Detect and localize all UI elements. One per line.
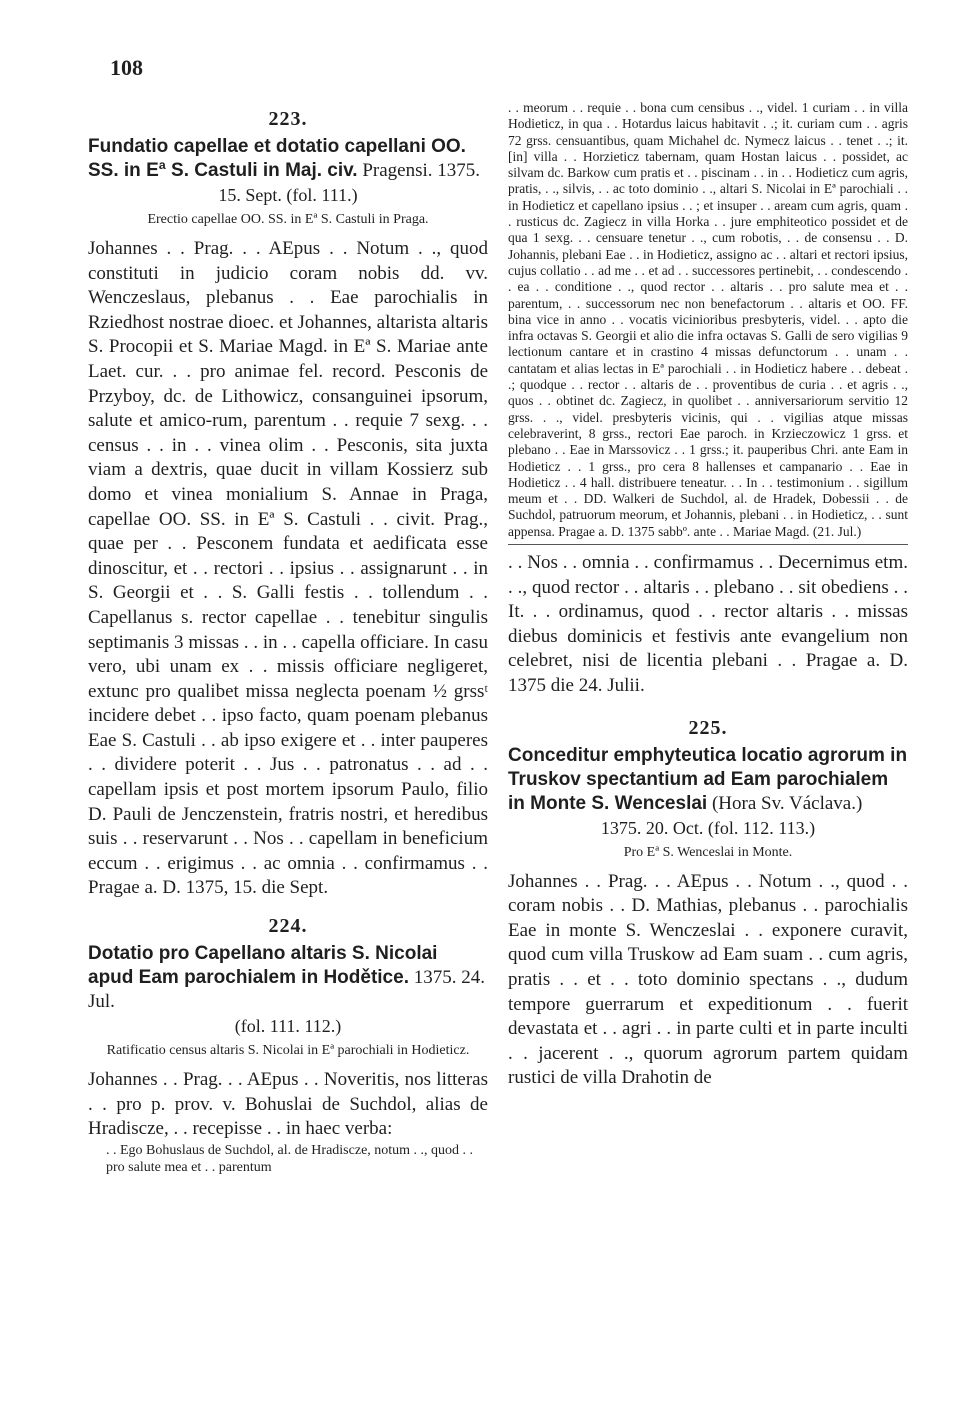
divider-rule [508,544,908,545]
section-title-225-main: Conceditur emphyteutica locatio agrorum in Truskov spectantium ad Eam parochialem in Monte S. Wenceslai [508,744,908,814]
section-date-224: (fol. 111. 112.) [234,1016,342,1037]
section-quote-224: . . Ego Bohuslaus de Suchdol, al. de Hradiscze, notum . ., quod . . pro salute mea et . . parentum [106,1142,474,1175]
section-title-223-main: Fundatio capellae et dotatio capellani OO. SS. in Eª S. Castuli in Maj. civ. [88,136,466,181]
continuation-body-text: . . Nos . . omnia . . confirmamus . . Decernimus etm. . ., quod rector . . altaris . . plebano . . sit obediens . . It. . . ordinamus, quod . . rector altaris . . missas diebus dominicis et festivis ante evangelium non celebret, nisi de licentia plebani . . Pragae a. D. 1375 die 24. Julii. [508,552,908,696]
section-body-225: Johannes . . Prag. . . AEpus . . Notum . ., quod . . coram nobis . . D. Mathias, plebanus . . parochialis Eae in monte S. Wenczeslai . . exponere curavit, quod cum villa Truskow ad Eam suam . . cum agris, pratis . . et . . toto dominio spectans . ., dudum tempore guerrarum et expeditionum . . fuerit devastata et . . agri . . in parte culti et in parte inculti . . jacerent . ., quorum agrorum partem quidam rustici de villa Drahotin de [508,870,908,1089]
section-subtitle-224: Ratificatio census altaris S. Nicolai in Eª parochiali in Hodieticz. [106,1043,470,1059]
section-title-225-rest: (Hora Sv. Václava.) [707,792,863,814]
section-date-223: 15. Sept. (fol. 111.) [218,185,358,205]
section-title-223 [88,135,488,183]
section-title-225 [508,744,908,816]
left-column [88,100,488,1176]
continuation-small-text: . . meorum . . requie . . bona cum censibus . ., videl. 1 curiam . . in villa Hodieticz, in qua . . Hotardus laicus habitavit . .; it. curiam cum . . agris 72 grss. censuantibus, quam Michahel dc. Nymecz laicus . . tenet . .; it. [in] villa . . Horzieticz tabernam, quam Hostan laicus . . possidet, ac silvam dc. Barkow cum pratis et . . piscinam . . in . . Hodieticz cum agris, pratis, . ., silvis, . . ac toto dominio . ., altari S. Nicolai in Eª parochiali . . in Hodieticz et capellano ipsius . . ; et insuper . . aream cum agris, quam . . rusticus dc. Zagiecz in villa Horka . . jure emphiteotico possidet et de qua 1 sexg. . . censuare tenetur . ., cum robotis, . . de consensu . . D. Johannis, plebani Eae . . in Hodieticz, assigno ac . . altari et rectori ipsius, cujus collatio . . ad me . . et ad . . successores pertinebit, . . condescendo . . ea . . conditione . ., quod rector . . altaris . . pro salute mea et . . parentum, . . successorum nec non benefactorum . . altaris et OO. FF. bina vice in anno . . vocatis vicinioribus presbyteris, videl. . . apto die infra octavas S. Georgii et alio die infra octavas S. Galli de sero vigilias 9 lectionum cantare et in crastino 4 missas defunctorum . . unam . . cantatam et alias lectas in Eª parochiali . . in Hodieticz habere . . debeat . .; quodque . . rector . . altaris de . . proventibus de curia . . et agris . ., quos . . obtinet dc. Zagiecz, in quolibet . . anniversariorum servitio 12 grss. . ., videl. presbyteris vicinis, qui . . vigilias atque missas celebraverint, 8 grss., rectori Eae paroch. in Krzieczowicz 1 grss. et plebano . . Eae in Marssovicz . . 1 grss.; it. pauperibus Chri. ante Eam in Hodieticz . . 1 grss., pro cera 8 hallenses et campanario . . Eae in Hodieticz . . 4 hall. distribuere teneatur. . . In . . testimonium . . sigillum meum et . . DD. Walkeri de Suchdol, al. de Hradek, Dobessii . . de Suchdol, patruorum meorum, et Johannis, plebani . . in Hodieticz, . . sunt appensa. Pragae a. D. 1375 sabbº. ante . . Mariae Magd. (21. Jul.) [508,100,908,539]
section-title-224 [88,942,488,1014]
section-body-223: Johannes . . Prag. . . AEpus . . Notum . ., quod constituti in judicio coram nobis dd. vv. Wenczeslaus, plebanus . . Eae parochialis in Rziedhost nostrae dioec. et Johannes, altarista altaris S. Procopii et S. Mariae Magd. in Eª S. Mariae ante Laet. cur. . . pro animae fel. record. Pesconis de Przyboy, dc. de Lithowicz, consanguinei ipsorum, salute et amico-rum, parentum . . requie 7 sexg. . . census . . in . . vinea olim . . Pesconis, sita juxta viam a dextris, quae ducit in villam Kossierz sub domo et vinea monialium S. Annae in Praga, capellae OO. SS. in Eª S. Castuli . . civit. Prag., quae per . . Pesconem fundata et aedificata esse dinoscitur, et . . rectori . . ipsius . . assignarunt . . in S. Georgii et . . S. Galli festis . . tollendum . . Capellanus s. rector capellae . . tenebitur singulis septimanis 3 missas . . in . . capella officiare. In casu vero, ubi unam ex . . missis officiare negligeret, extunc pro qualibet missa neglecta poenam ½ grssᵗ incidere debet . . ipso facto, quam poenam plebanus Eae S. Castuli . . ab ipso exigere et . . inter pauperes . . dividere poterit . . Jus . . patronatus . . ad . . capellam ipsis et post mortem ipsorum Paulo, filio D. Pauli de Jenczenstein, fratris nostri, et heredibus suis . . reservarunt . . Nos . . capellam in beneficium eccum . . erigimus . . ac omnia . . confirmamus . . Pragae a. D. 1375, 15. die Sept. [88,238,488,899]
page-number: 108 [110,55,143,80]
section-number-224: 224. [268,915,308,938]
section-number-223: 223. [268,108,308,130]
section-body-224: Johannes . . Prag. . . AEpus . . Noveritis, nos litteras . . pro p. prov. v. Bohuslai de Suchdol, alias de Hradiscze, . . recepisse . . in haec verba: [88,1069,488,1140]
section-title-224-main: Dotatio pro Capellano altaris S. Nicolai apud Eam parochialem in Hodětice. [88,943,438,989]
right-column [508,100,908,1091]
section-subtitle-223: Erectio capellae OO. SS. in Eª S. Castuli in Praga. [147,212,429,227]
section-subtitle-225: Pro Eª S. Wenceslai in Monte. [623,844,793,860]
section-title-223-rest: Pragensi. 1375. [357,160,481,181]
section-number-225: 225. [688,716,728,739]
section-date-225: 1375. 20. Oct. (fol. 112. 113.) [600,817,816,838]
section-title-224-rest: 1375. 24. Jul. [88,967,485,1013]
